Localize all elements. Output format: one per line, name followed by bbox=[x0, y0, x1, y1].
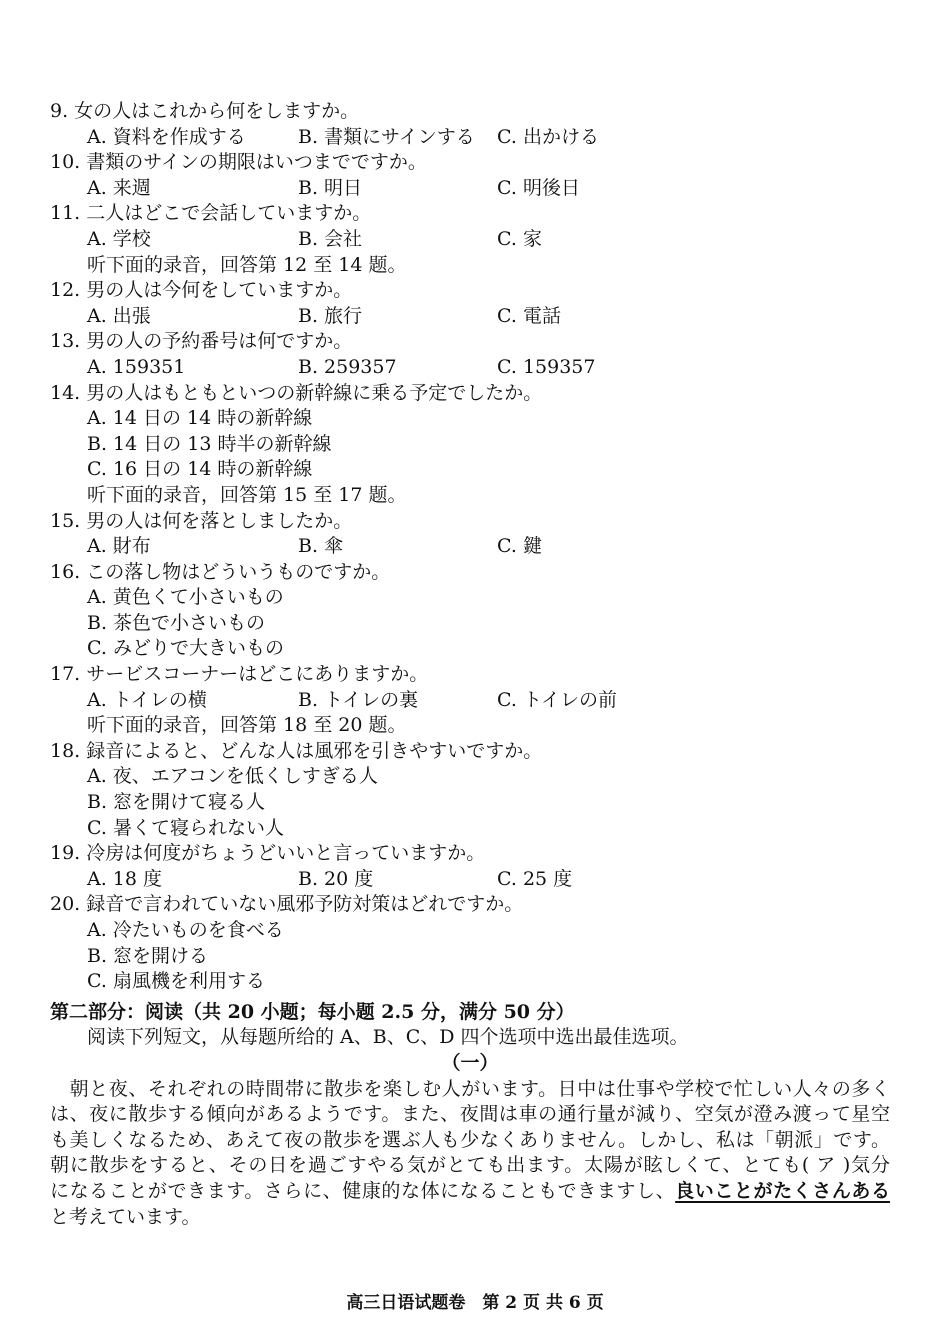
question-text: 19. 冷房は何度がちょうどいいと言っていますか。 bbox=[50, 842, 486, 865]
option-b: B. トイレの裏 bbox=[298, 688, 419, 711]
passage-line bbox=[50, 1077, 890, 1103]
section-instruction: 阅读下列短文，从每题所给的 A、B、C、D 四个选项中选出最佳选项。 bbox=[87, 1026, 689, 1049]
option-c: C. 電話 bbox=[497, 304, 561, 327]
options-row bbox=[50, 176, 890, 202]
option-a: A. 夜、エアコンを低くしすぎる人 bbox=[87, 765, 378, 788]
option-a: A. 冷たいものを食べる bbox=[87, 919, 284, 941]
question-text: 12. 男の人は今何をしていますか。 bbox=[50, 279, 353, 302]
listening-instruction: 听下面的录音，回答第 18 至 20 题。 bbox=[87, 714, 407, 737]
option-c: C. 159357 bbox=[497, 355, 596, 378]
option-c: C. みどりで大きいもの bbox=[87, 637, 284, 660]
option-a: A. 18 度 bbox=[87, 867, 163, 890]
passage-text: と考えています。 bbox=[50, 1205, 201, 1228]
listening-instruction: 听下面的录音，回答第 15 至 17 题。 bbox=[87, 483, 407, 506]
option-a: A. 学校 bbox=[87, 227, 151, 250]
passage-text: 朝に散歩をすると、その日を過ごすやる気がとても出ます。太陽が眩しくて、とても( ア )気分 bbox=[50, 1154, 890, 1177]
option-c: C. 出かける bbox=[497, 125, 599, 148]
option-b: B. 259357 bbox=[298, 355, 397, 378]
underlined-phrase: 良いことがたくさんある bbox=[675, 1179, 890, 1202]
option-a: A. 資料を作成する bbox=[87, 125, 246, 148]
exam-content bbox=[50, 99, 890, 1230]
option-b: B. 書類にサインする bbox=[298, 125, 475, 148]
passage-text: は、夜に散歩する傾向があるようです。また、夜間は車の通行量が減り、空気が澄み渡って星空 bbox=[50, 1103, 890, 1126]
passage-line bbox=[50, 1205, 890, 1231]
passage-text: になることができます。さらに、健康的な体になることもできますし、 bbox=[50, 1179, 676, 1202]
passage-text: も美しくなるため、あえて夜の散歩を選ぶ人も少なくありません。しかし、私は「朝派」です。 bbox=[50, 1128, 890, 1151]
option-a: A. 14 日の 14 時の新幹線 bbox=[87, 407, 313, 430]
options-row bbox=[50, 227, 890, 253]
passage-line bbox=[50, 1128, 890, 1154]
passage-text: 朝と夜、それぞれの時間帯に散歩を楽しむ人がいます。日中は仕事や学校で忙しい人々の多く bbox=[50, 1077, 890, 1100]
question-text: 18. 録音によると、どんな人は風邪を引きやすいですか。 bbox=[50, 739, 543, 762]
option-c: C. 暑くて寝られない人 bbox=[87, 816, 284, 839]
option-b: B. 茶色で小さいもの bbox=[87, 611, 266, 634]
option-c: C. 家 bbox=[497, 227, 542, 250]
question-text: 17. サービスコーナーはどこにありますか。 bbox=[50, 663, 429, 686]
option-b: B. 20 度 bbox=[298, 867, 374, 890]
listening-instruction: 听下面的录音，回答第 12 至 14 题。 bbox=[87, 253, 407, 276]
option-a: A. トイレの横 bbox=[87, 688, 207, 711]
option-b: B. 傘 bbox=[298, 535, 344, 558]
option-a: A. 黄色くて小さいもの bbox=[87, 586, 284, 609]
options-row bbox=[50, 688, 890, 714]
option-a: A. 159351 bbox=[87, 355, 186, 378]
options-row bbox=[50, 534, 890, 560]
question-text: 11. 二人はどこで会話していますか。 bbox=[50, 202, 372, 225]
option-c: C. 25 度 bbox=[497, 867, 573, 890]
reading-passage bbox=[50, 1077, 890, 1231]
option-c: C. 扇風機を利用する bbox=[87, 970, 265, 993]
passage-line bbox=[50, 1102, 890, 1128]
passage-line bbox=[50, 1153, 890, 1179]
option-c: C. 16 日の 14 時の新幹線 bbox=[87, 458, 313, 481]
question-text: 15. 男の人は何を落としましたか。 bbox=[50, 509, 353, 532]
option-c: C. 明後日 bbox=[497, 176, 580, 199]
options-row bbox=[50, 867, 890, 893]
option-b: B. 14 日の 13 時半の新幹線 bbox=[87, 432, 332, 455]
option-b: B. 窓を開けて寝る人 bbox=[87, 791, 266, 814]
passage-line bbox=[50, 1179, 890, 1205]
option-b: B. 窓を開ける bbox=[87, 944, 209, 967]
question-text: 9. 女の人はこれから何をしますか。 bbox=[50, 100, 360, 122]
page-footer: 高三日语试题卷 第 2 页 共 6 页 bbox=[346, 1293, 604, 1313]
question-text: 20. 録音で言われていない風邪予防対策はどれですか。 bbox=[50, 893, 524, 916]
options-row bbox=[50, 304, 890, 330]
question-text: 13. 男の人の予約番号は何ですか。 bbox=[50, 330, 353, 353]
question-text: 14. 男の人はもともといつの新幹線に乗る予定でしたか。 bbox=[50, 381, 543, 404]
question-text: 16. この落し物はどういうものですか。 bbox=[50, 560, 391, 583]
section-title: 第二部分：阅读（共 20 小题；每小题 2.5 分，满分 50 分） bbox=[50, 1000, 575, 1023]
option-c: C. トイレの前 bbox=[497, 688, 617, 711]
question-text: 10. 書類のサインの期限はいつまでですか。 bbox=[50, 151, 427, 174]
option-b: B. 明日 bbox=[298, 176, 363, 199]
option-b: B. 会社 bbox=[298, 227, 363, 250]
options-row bbox=[50, 125, 890, 151]
option-a: A. 出張 bbox=[87, 304, 151, 327]
option-b: B. 旅行 bbox=[298, 304, 363, 327]
option-a: A. 来週 bbox=[87, 176, 151, 199]
options-row bbox=[50, 355, 890, 381]
option-c: C. 鍵 bbox=[497, 535, 542, 558]
option-a: A. 財布 bbox=[87, 535, 151, 558]
passage-number: （一） bbox=[441, 1051, 499, 1074]
